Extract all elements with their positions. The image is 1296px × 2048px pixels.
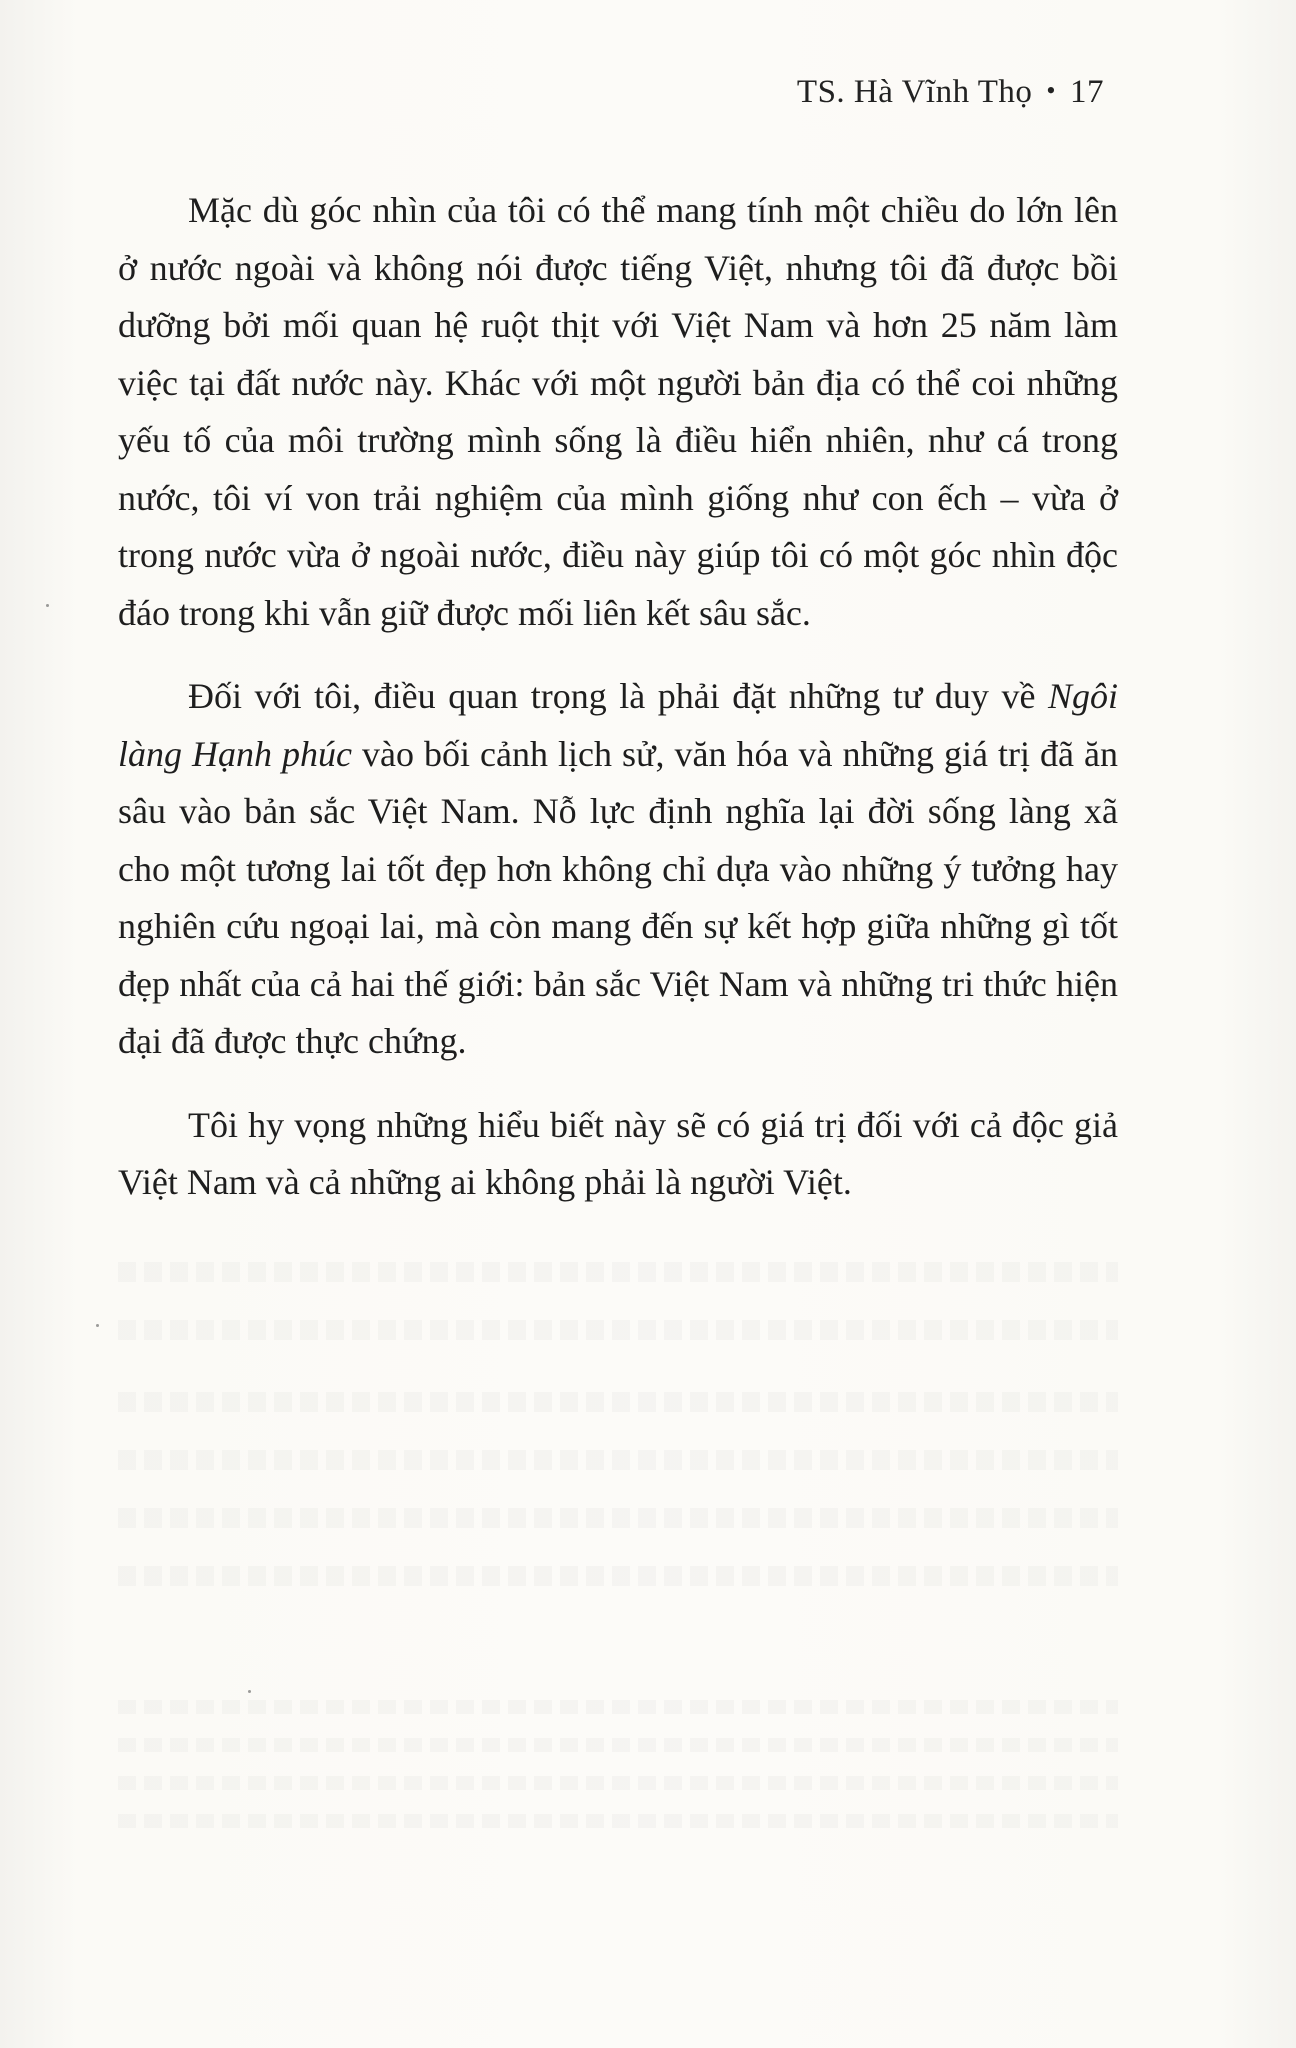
paragraph-2: [118, 668, 1118, 1071]
show-through-line: [118, 1262, 1118, 1282]
show-through-line: [118, 1738, 1118, 1752]
body-text: [118, 182, 1118, 1238]
paper-speck: [96, 1324, 99, 1327]
paper-speck: [46, 604, 49, 607]
paragraph-2-lead: Đối với tôi, điều quan trọng là phải đặt những tư duy về: [188, 676, 1048, 716]
page-number: 17: [1070, 74, 1104, 110]
paragraph-2-rest: vào bối cảnh lịch sử, văn hóa và những giá trị đã ăn sâu vào bản sắc Việt Nam. Nỗ lực định nghĩa lại đời sống làng xã cho một tương lai tốt đẹp hơn không chỉ dựa vào những ý tưởng hay nghiên cứu ngoại lai, mà còn mang đến sự kết hợp giữa những gì tốt đẹp nhất của cả hai thế giới: bản sắc Việt Nam và những tri thức hiện đại đã được thực chứng.: [118, 733, 1118, 1061]
paragraph-1: Mặc dù góc nhìn của tôi có thể mang tính một chiều do lớn lên ở nước ngoài và không nói được tiếng Việt, nhưng tôi đã được bồi dưỡng bởi mối quan hệ ruột thịt với Việt Nam và hơn 25 năm làm việc tại đất nước này. Khác với một người bản địa có thể coi những yếu tố của môi trường mình sống là điều hiển nhiên, như cá trong nước, tôi ví von trải nghiệm của mình giống như con ếch – vừa ở trong nước vừa ở ngoài nước, điều này giúp tôi có một góc nhìn độc đáo trong khi vẫn giữ được mối liên kết sâu sắc.: [118, 190, 1118, 633]
book-title-italic: Ngôi làng Hạnh phúc: [118, 676, 1118, 774]
show-through-line: [118, 1700, 1118, 1714]
running-header: [797, 74, 1104, 111]
show-through-line: [118, 1320, 1118, 1340]
show-through-line: [118, 1450, 1118, 1470]
show-through-line: [118, 1776, 1118, 1790]
header-author: TS. Hà Vĩnh Thọ: [796, 74, 1033, 110]
show-through-line: [118, 1392, 1118, 1412]
paper-speck: [248, 1690, 251, 1693]
show-through-line: [118, 1814, 1118, 1828]
paragraph-3: Tôi hy vọng những hiểu biết này sẽ có giá trị đối với cả độc giả Việt Nam và cả những ai không phải là người Việt.: [118, 1104, 1118, 1202]
header-separator: •: [1046, 76, 1056, 105]
show-through-line: [118, 1566, 1118, 1586]
show-through-line: [118, 1508, 1118, 1528]
